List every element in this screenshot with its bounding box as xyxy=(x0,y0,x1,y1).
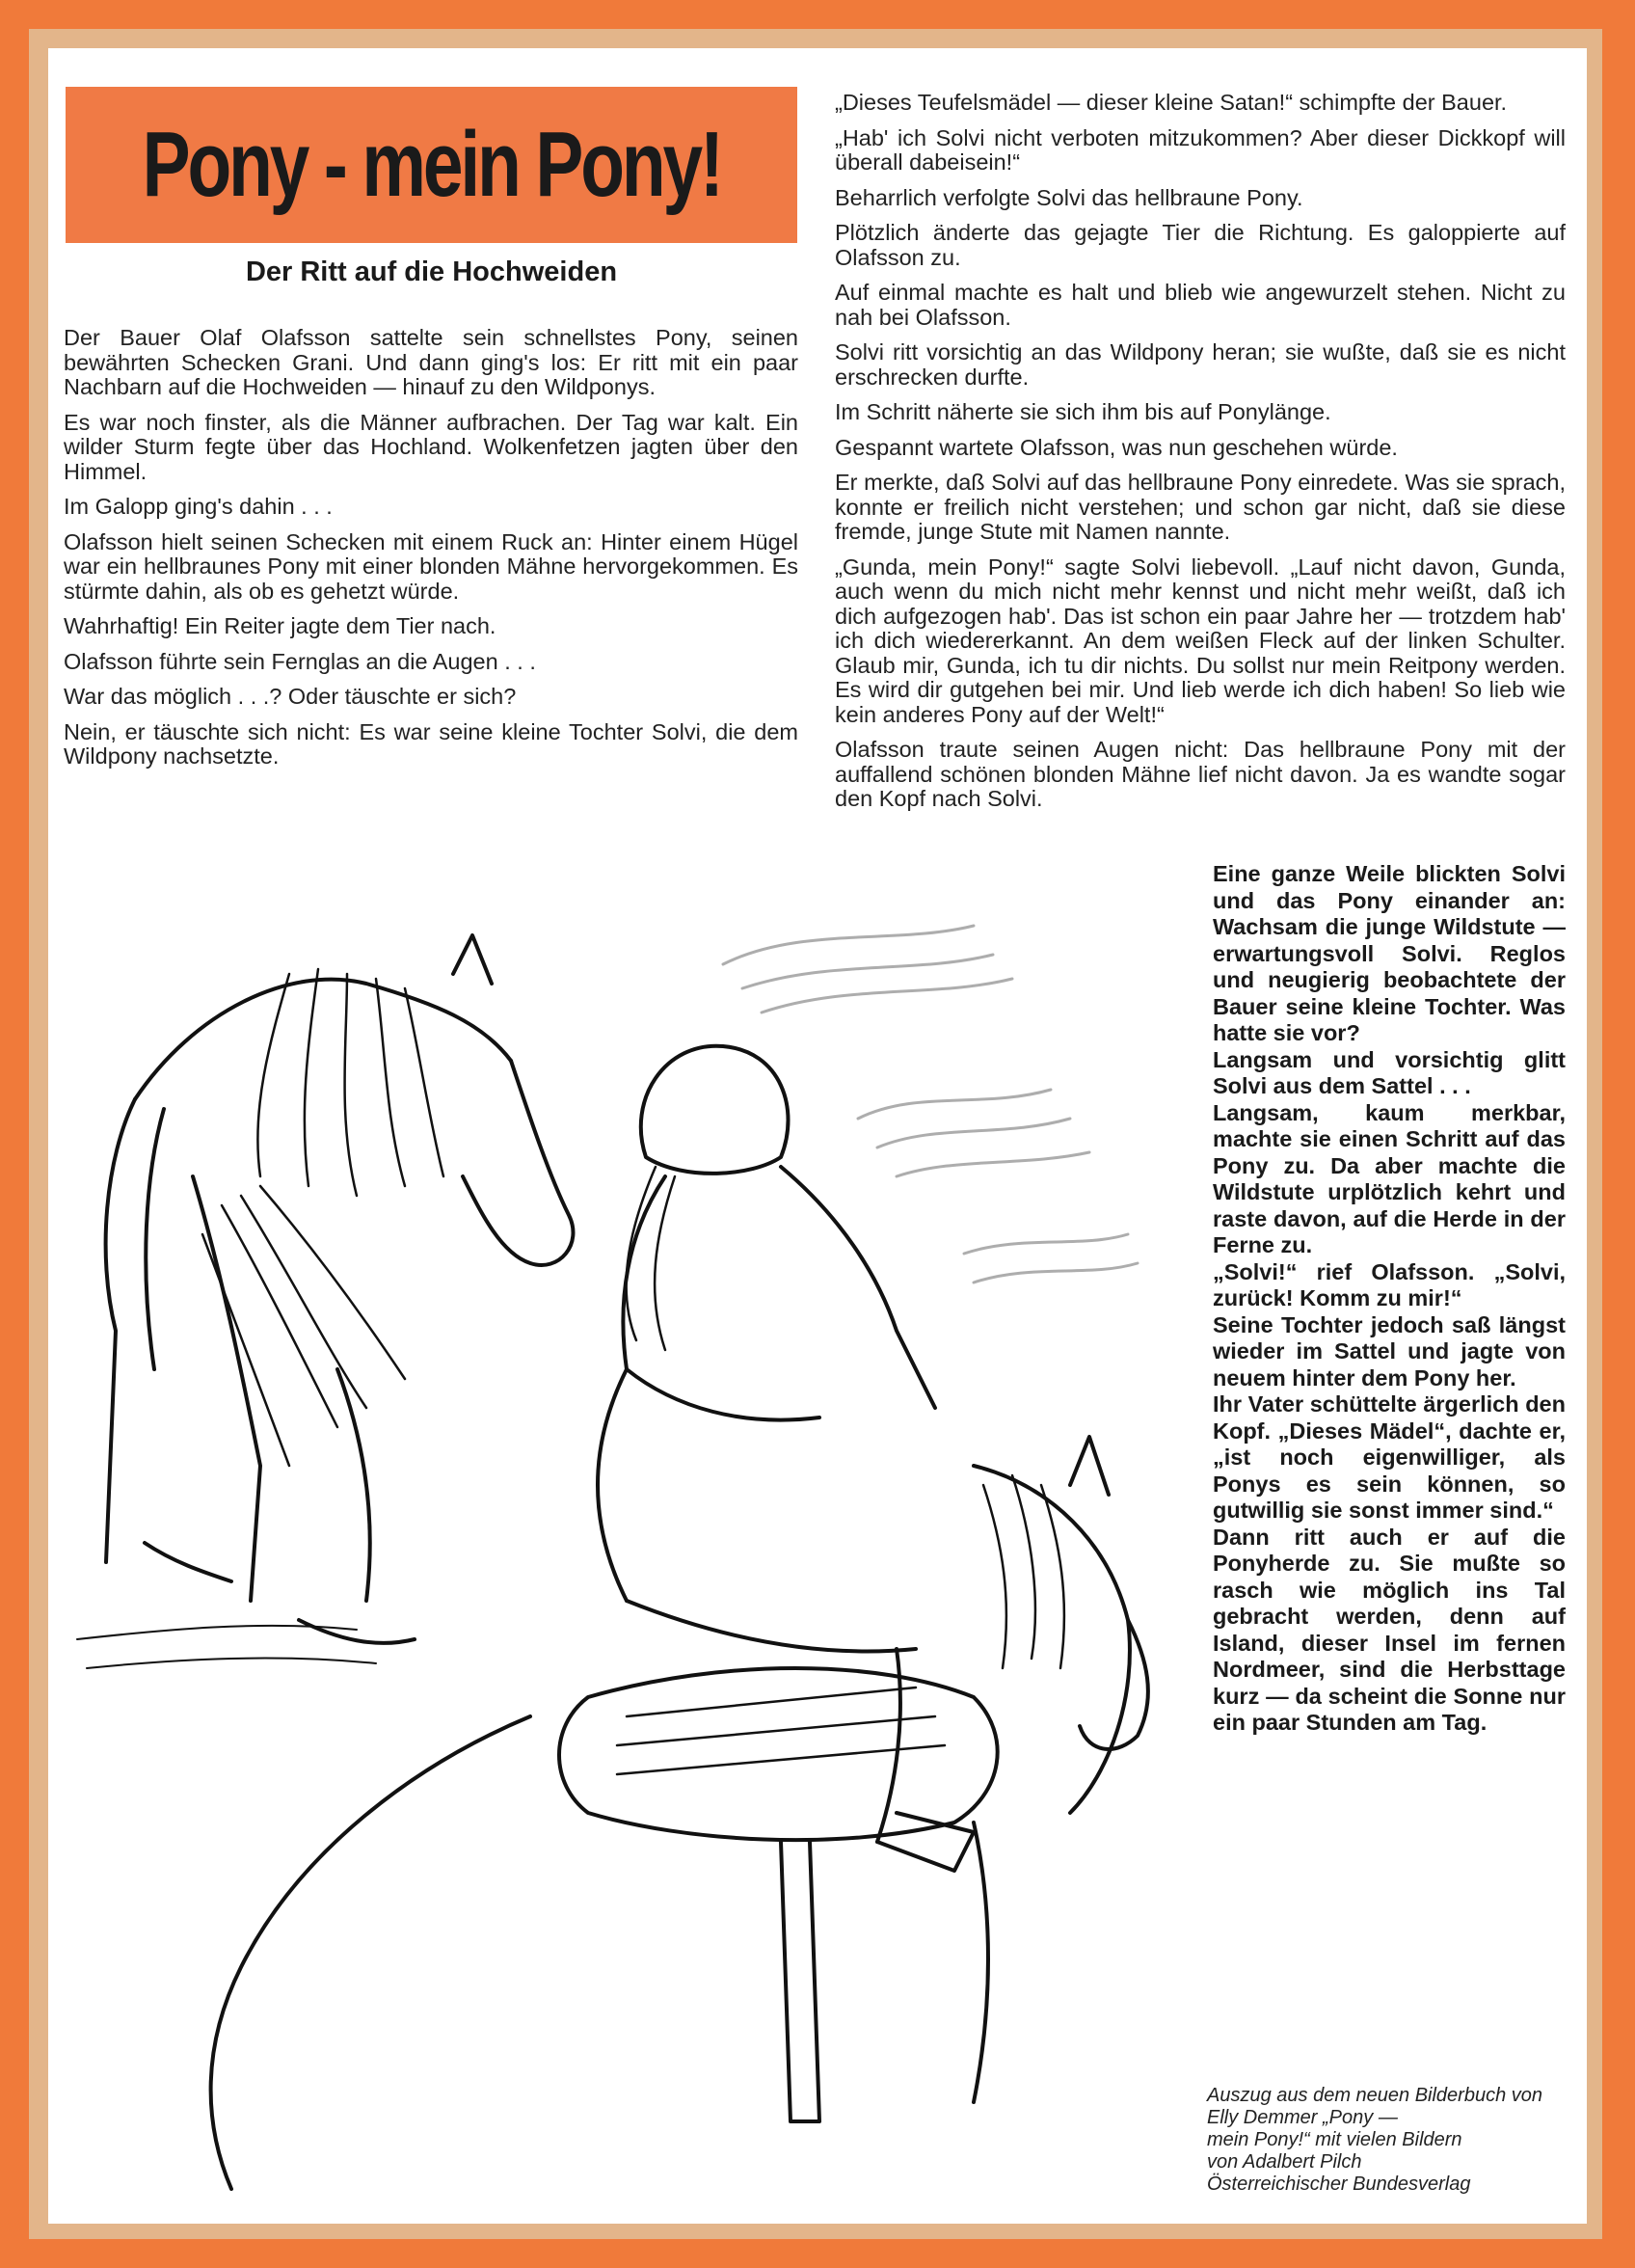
story-subtitle: Der Ritt auf die Hochweiden xyxy=(245,256,618,287)
paragraph: Beharrlich verfolgte Solvi das hellbraune Pony. xyxy=(835,184,1303,210)
paragraph: Eine ganze Weile blickten Solvi und das Pony einander an: Wachsam die junge Wildstute — erwartungsvoll Solvi. Reglos und neugierig beobachtete der Bauer seine kleine Tochter. Was hatte sie vor? xyxy=(1213,861,1566,1045)
wild-pony-mane xyxy=(202,969,443,1466)
paragraph: „Hab' ich Solvi nicht verboten mitzukommen? Aber dieser Dickkopf will überall dabeisein!“ xyxy=(835,124,1566,175)
paragraph: Solvi ritt vorsichtig an das Wildpony heran; sie wußte, daß sie es nicht erschrecken durfte. xyxy=(835,339,1566,390)
narrow-text-column xyxy=(1213,861,1566,1737)
paragraph: „Solvi!“ rief Olafsson. „Solvi, zurück! Komm zu mir!“ xyxy=(1213,1258,1566,1310)
book-caption xyxy=(1207,2085,1573,2196)
right-text-column xyxy=(835,91,1566,823)
paragraph: Es war noch finster, als die Männer aufbrachen. Der Tag war kalt. Ein wilder Sturm fegte über das Hochland. Wolkenfetzen jagten über den Himmel. xyxy=(64,409,798,484)
wild-pony xyxy=(106,935,574,1643)
paragraph: Ihr Vater schüttelte ärgerlich den Kopf. „Dieses Mädel“, dachte er, „ist noch eigenwilliger, als Ponys es sein können, so gutwillig sie sonst immer sind.“ xyxy=(1213,1391,1566,1523)
paragraph: Langsam und vorsichtig glitt Solvi aus dem Sattel . . . xyxy=(1213,1046,1566,1098)
caption-line: mein Pony!“ mit vielen Bildern xyxy=(1207,2129,1462,2150)
page-title: Pony - mein Pony! xyxy=(142,113,721,216)
paragraph: Langsam, kaum merkbar, machte sie einen Schritt auf das Pony zu. Da aber machte die Wildstute urplötzlich kehrt und raste davon, auf die Herde in der Ferne zu. xyxy=(1213,1099,1566,1257)
caption-line: Auszug aus dem neuen Bilderbuch von Elly Demmer „Pony — xyxy=(1207,2085,1543,2128)
paragraph: Wahrhaftig! Ein Reiter jagte dem Tier nach. xyxy=(64,613,496,638)
paragraph: „Dieses Teufelsmädel — dieser kleine Satan!“ schimpfte der Bauer. xyxy=(835,90,1508,115)
paragraph: Seine Tochter jedoch saß längst wieder im Sattel und jagte von neuem hinter dem Pony her. xyxy=(1213,1311,1566,1390)
paragraph: „Gunda, mein Pony!“ sagte Solvi liebevoll. „Lauf nicht davon, Gunda, auch wenn du mich nicht mehr kennst und nicht mehr weißt, daß ich dich aufgezogen hab'. Das ist schon ein paar Jahre her — trotzdem hab' ich dich wiedererkannt. An dem weißen Fleck auf der linken Schulter. Glaub mir, Gunda, ich tu dir nichts. Du sollst nur mein Reitpony werden. Es wird dir gutgehen bei mir. Und lieb werde ich dich haben! So lieb wie kein anderes Pony auf der Welt!“ xyxy=(835,554,1566,727)
paragraph: Plötzlich änderte das gejagte Tier die Richtung. Es galoppierte auf Olafsson zu. xyxy=(835,220,1566,270)
paragraph: War das möglich . . .? Oder täuschte er sich? xyxy=(64,684,517,709)
paragraph: Auf einmal machte es halt und blieb wie angewurzelt stehen. Nicht zu nah bei Olafsson. xyxy=(835,280,1566,330)
paragraph: Olafsson hielt seinen Schecken mit einem Ruck an: Hinter einem Hügel war ein hellbraunes Pony mit einer blonden Mähne hervorgekommen. Es stürmte dahin, als ob es gehetzt würde. xyxy=(64,528,798,604)
left-text-column xyxy=(64,326,798,780)
pony-illustration xyxy=(48,868,1205,2199)
paragraph: Nein, er täuschte sich nicht: Es war seine kleine Tochter Solvi, die dem Wildpony nachsetzte. xyxy=(64,718,798,769)
ridden-horse-mane xyxy=(617,1475,1064,1774)
paragraph: Im Schritt näherte sie sich ihm bis auf Ponylänge. xyxy=(835,399,1331,424)
title-banner xyxy=(66,87,797,243)
girl-hair xyxy=(627,1167,675,1350)
caption-line: von Adalbert Pilch xyxy=(1207,2151,1362,2173)
paragraph: Er merkte, daß Solvi auf das hellbraune Pony einredete. Was sie sprach, konnte er freilich nicht verstehen; und schon gar nicht, daß sie diese fremde, junge Stute mit Namen nannte. xyxy=(835,470,1566,544)
paragraph: Im Galopp ging's dahin . . . xyxy=(64,494,333,519)
paragraph: Olafsson führte sein Fernglas an die Augen . . . xyxy=(64,648,536,674)
paragraph: Der Bauer Olaf Olafsson sattelte sein schnellstes Pony, seinen bewährten Schecken Grani. Und dann ging's los: Er ritt mit ein paar Nachbarn auf die Hochweiden — hinauf zu den Wildponys. xyxy=(64,325,798,399)
paragraph: Gespannt wartete Olafsson, was nun geschehen würde. xyxy=(835,434,1398,460)
caption-line: Österreichischer Bundesverlag xyxy=(1207,2174,1471,2195)
paragraph: Dann ritt auch er auf die Ponyherde zu. Sie mußte so rasch wie möglich ins Tal gebracht werden, denn auf Island, dieser Insel im fernen Nordmeer, sind die Herbsttage kurz — da scheint die Sonne nur ein paar Stunden am Tag. xyxy=(1213,1524,1566,1735)
ridden-horse xyxy=(211,1437,1148,2189)
paragraph: Olafsson traute seinen Augen nicht: Das hellbraune Pony mit der auffallend schönen blonden Mähne lief nicht davon. Ja es wandte sogar den Kopf nach Solvi. xyxy=(835,737,1566,811)
